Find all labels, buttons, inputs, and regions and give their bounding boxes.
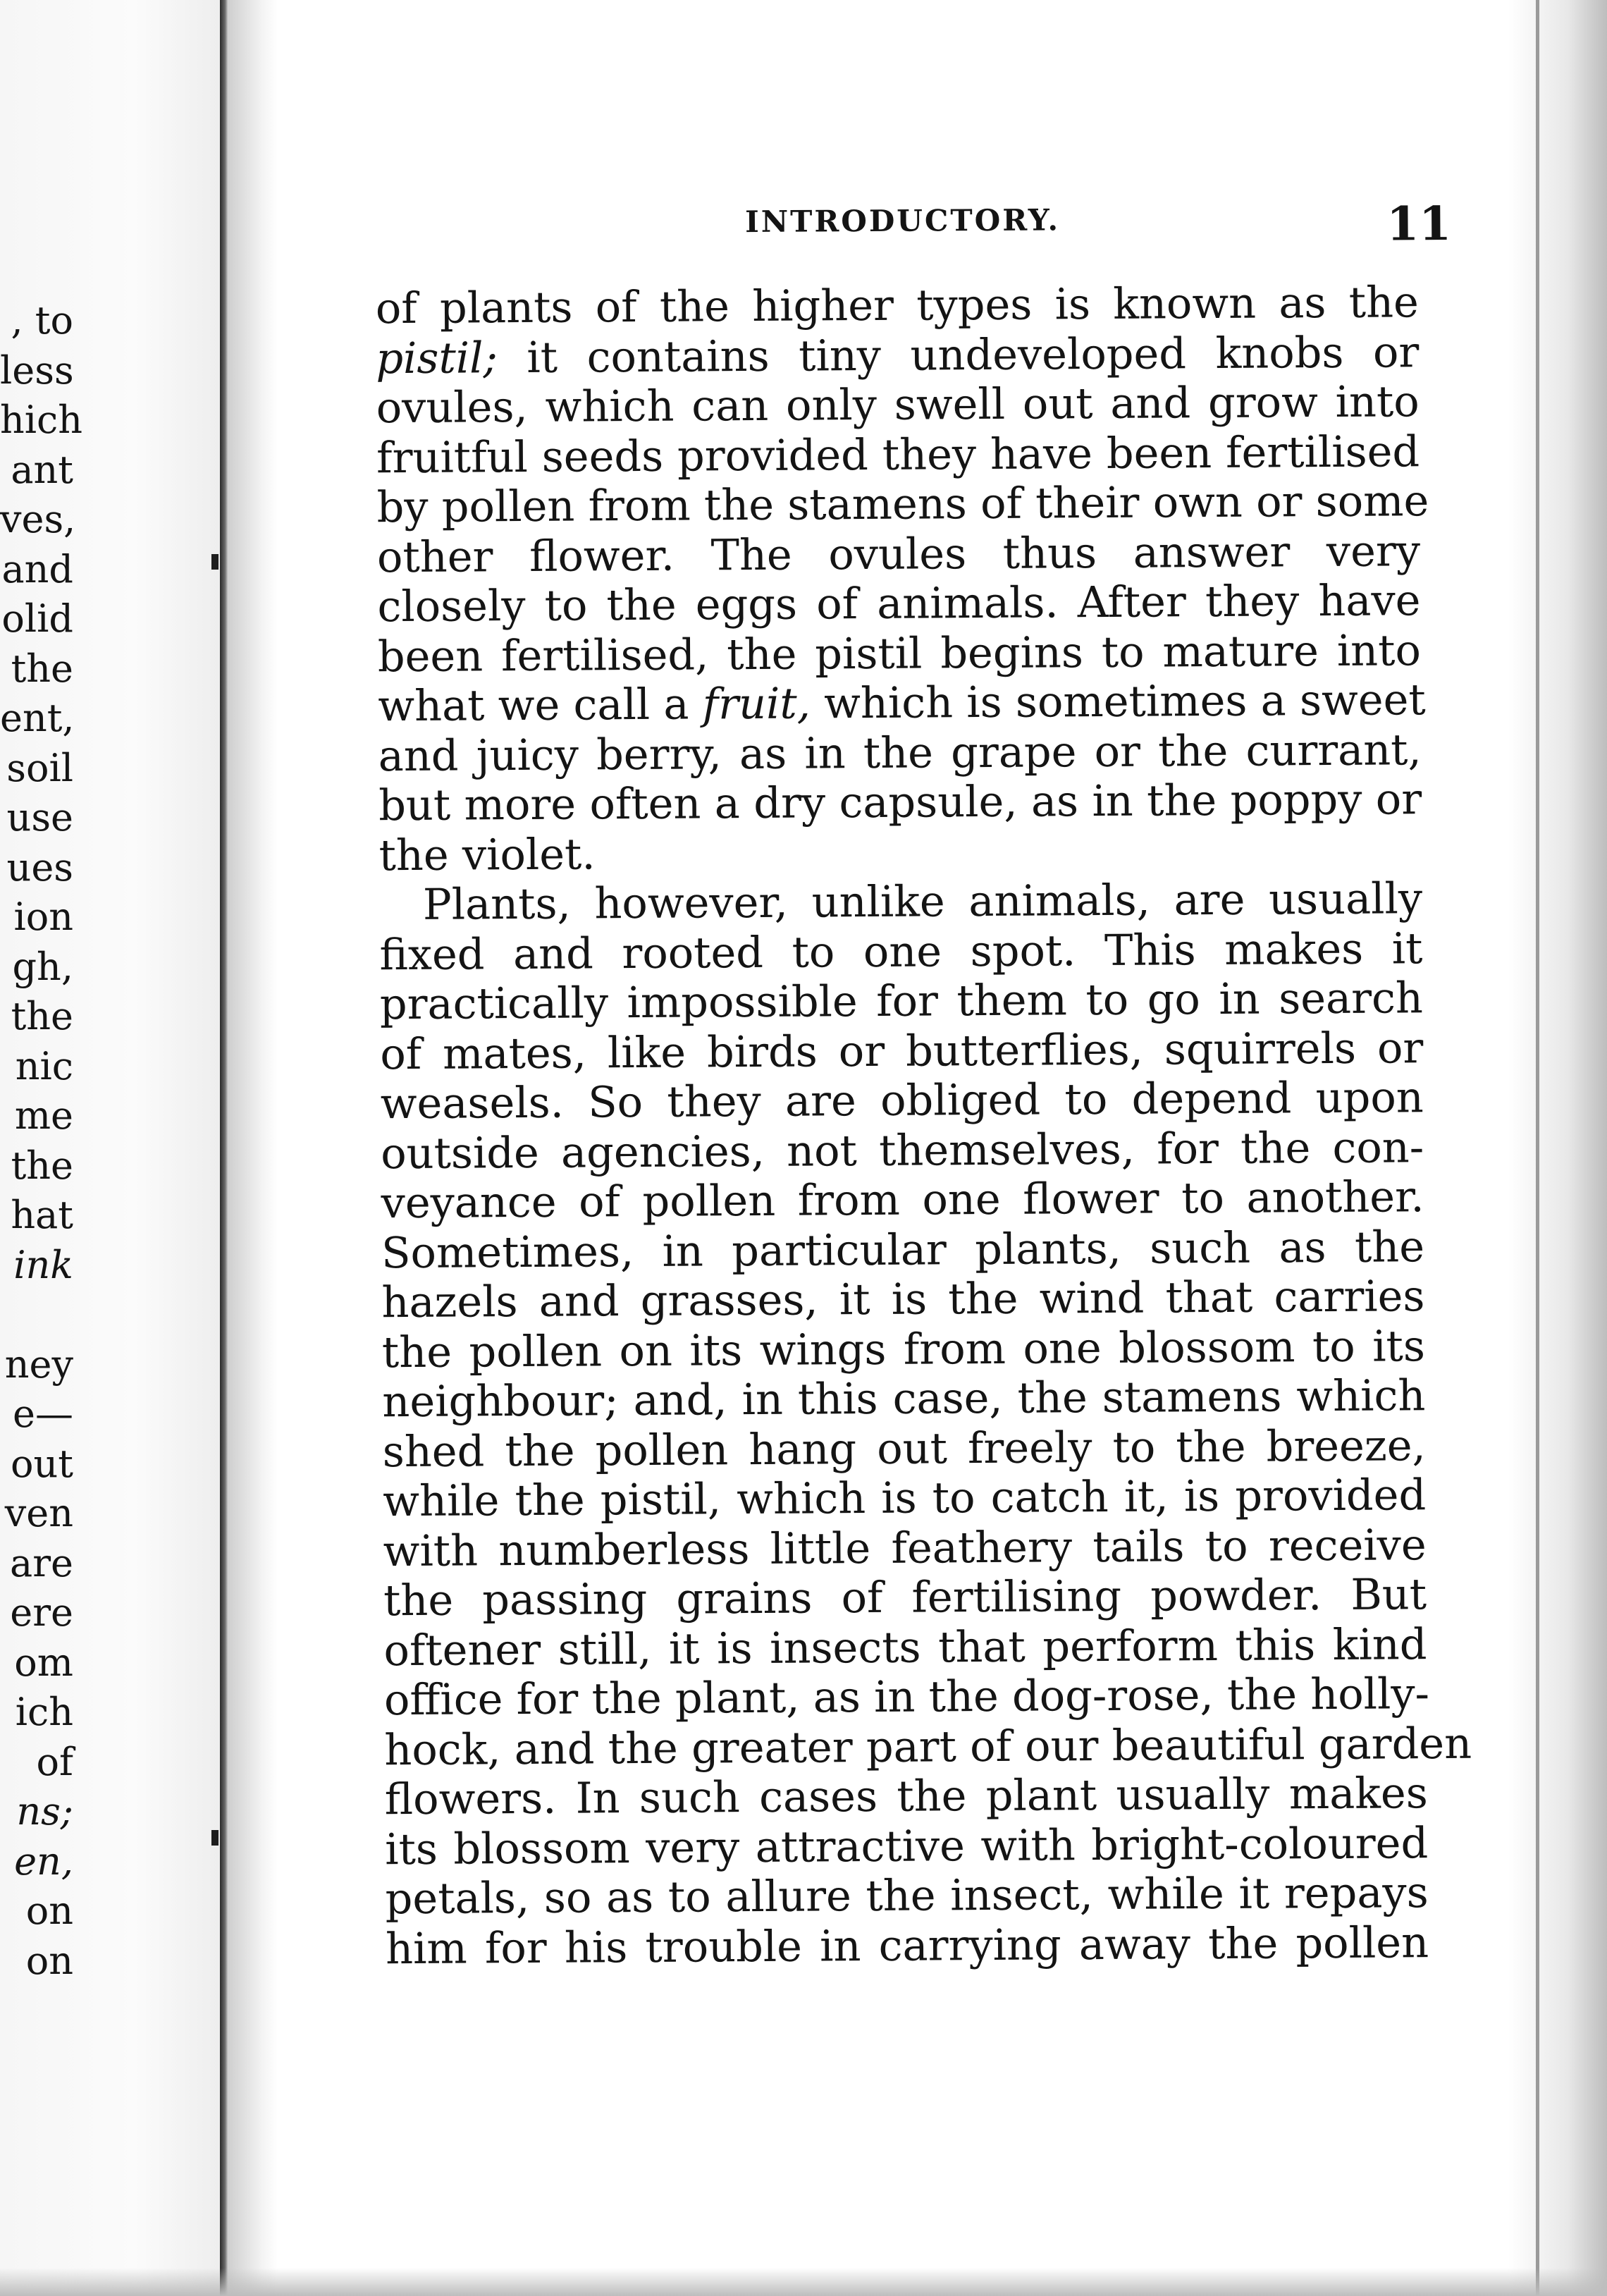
text-line: other flower. The ovules thus answer very xyxy=(376,526,1421,582)
text-line: closely to the eggs of animals. After they have xyxy=(377,576,1421,632)
previous-page-line: ere xyxy=(10,1590,73,1635)
text-line: its blossom very attractive with bright-coloured xyxy=(385,1818,1429,1874)
previous-page-text xyxy=(0,296,83,1986)
page-number: 11 xyxy=(1386,195,1452,252)
text-line: the violet. xyxy=(378,829,596,880)
previous-page-line: hat xyxy=(11,1193,73,1237)
text-line: of plants of the higher types is known as the xyxy=(375,278,1420,334)
text-line: been fertilised, the pistil begins to mature into xyxy=(377,625,1422,682)
previous-page-line: the xyxy=(11,1143,73,1188)
previous-page-line: on xyxy=(25,1889,73,1933)
previous-page-line: om xyxy=(14,1640,73,1685)
text-line: while the pistil, which is to catch it, is provided xyxy=(383,1471,1427,1527)
text-line: neighbour; and, in this case, the stamens which xyxy=(382,1371,1426,1428)
text-fragment: what we call a xyxy=(378,680,689,732)
body-text xyxy=(376,276,1607,1975)
previous-page-line: gh, xyxy=(12,944,73,989)
text-line: office for the plant, as in the dog-rose, the holly- xyxy=(383,1669,1430,1726)
book-page xyxy=(275,0,1515,2296)
text-line: practically impossible for them to go in search xyxy=(379,974,1424,1030)
text-line xyxy=(376,328,1419,384)
previous-page-line xyxy=(0,1290,73,1340)
page-edge-shadow xyxy=(1508,0,1607,2296)
previous-page-line: of xyxy=(36,1739,73,1784)
text-line: of mates, like birds or butterflies, squirrels or xyxy=(380,1023,1424,1079)
text-line: weasels. So they are obliged to depend upon xyxy=(380,1073,1424,1129)
text-line: by pollen from the stamens of their own or some xyxy=(376,477,1429,533)
previous-page-line: hich xyxy=(0,398,83,442)
text-line: but more often a dry capsule, as in the poppy or xyxy=(378,775,1422,831)
previous-page-line: use xyxy=(6,795,73,840)
previous-page-line: out xyxy=(11,1441,73,1486)
running-head: INTRODUCTORY. xyxy=(744,202,1061,240)
previous-page-line: en, xyxy=(14,1838,73,1884)
text-line: him for his trouble in carrying away the pollen xyxy=(385,1917,1429,1974)
text-line: hazels and grasses, it is the wind that carries xyxy=(381,1272,1425,1328)
previous-page-line: ink xyxy=(13,1242,73,1287)
previous-page-line: ant xyxy=(11,447,73,492)
previous-page-line: nic xyxy=(15,1043,73,1088)
text-line: with numberless little feathery tails to receive xyxy=(383,1520,1427,1576)
gutter-shadow xyxy=(228,0,278,2296)
text-line: the pollen on its wings from one blossom to its xyxy=(381,1321,1426,1377)
text-line: fixed and rooted to one spot. This makes it xyxy=(379,923,1423,980)
text-fragment: it contains tiny undeveloped knobs or xyxy=(527,327,1420,383)
text-line: veyance of pollen from one flower to another. xyxy=(381,1172,1424,1229)
page-edge-line xyxy=(1536,0,1539,2296)
previous-page-line: the xyxy=(11,646,73,691)
previous-page-line: on xyxy=(25,1938,73,1983)
bottom-edge-shadow xyxy=(0,2268,1607,2296)
text-line: oftener still, it is insects that perform this kind xyxy=(383,1619,1427,1676)
spine-speck xyxy=(211,554,218,570)
text-line: outside agencies, not themselves, for the con- xyxy=(380,1122,1424,1179)
spine-speck xyxy=(211,1830,218,1846)
previous-page-line: ion xyxy=(13,895,73,939)
previous-page-line: e— xyxy=(13,1392,73,1436)
italic-term: pistil; xyxy=(376,333,498,383)
previous-page-line: less xyxy=(0,348,74,393)
text-line: petals, so as to allure the insect, while it repays xyxy=(385,1868,1429,1924)
previous-page-line: ney xyxy=(4,1342,73,1387)
text-line: fruitful seeds provided they have been fertilised xyxy=(376,426,1420,483)
previous-page-line: ent, xyxy=(0,696,75,740)
text-line: hock, and the greater part of our beautiful garden xyxy=(384,1719,1472,1775)
text-line: Plants, however, unlike animals, are usually xyxy=(422,874,1423,930)
previous-page-line: ues xyxy=(6,845,73,890)
previous-page-line: ns; xyxy=(16,1789,73,1834)
previous-page-line: , to xyxy=(11,298,73,343)
text-line: flowers. In such cases the plant usually makes xyxy=(384,1769,1428,1825)
previous-page-line: ich xyxy=(15,1690,73,1734)
text-line xyxy=(378,675,1426,732)
binding-gutter xyxy=(220,0,228,2296)
previous-page-line: are xyxy=(10,1540,73,1585)
previous-page-line: olid xyxy=(1,596,73,641)
text-line: Sometimes, in particular plants, such as the xyxy=(381,1222,1425,1278)
text-line: the passing grains of fertilising powder. But xyxy=(383,1570,1427,1626)
previous-page-line: ves, xyxy=(0,497,76,541)
previous-page-line: and xyxy=(1,546,73,591)
previous-page-sliver xyxy=(0,0,226,2296)
text-fragment: which is sometimes a sweet xyxy=(823,675,1426,729)
previous-page-line: the xyxy=(11,994,73,1038)
text-line: and juicy berry, as in the grape or the currant, xyxy=(378,725,1422,781)
previous-page-line: me xyxy=(14,1093,73,1138)
text-line: shed the pollen hang out freely to the breeze, xyxy=(382,1420,1426,1477)
italic-term: fruit, xyxy=(702,679,811,730)
text-line: ovules, which can only swell out and grow into xyxy=(376,377,1420,434)
previous-page-line: soil xyxy=(6,745,73,790)
previous-page-line: ven xyxy=(4,1491,73,1535)
